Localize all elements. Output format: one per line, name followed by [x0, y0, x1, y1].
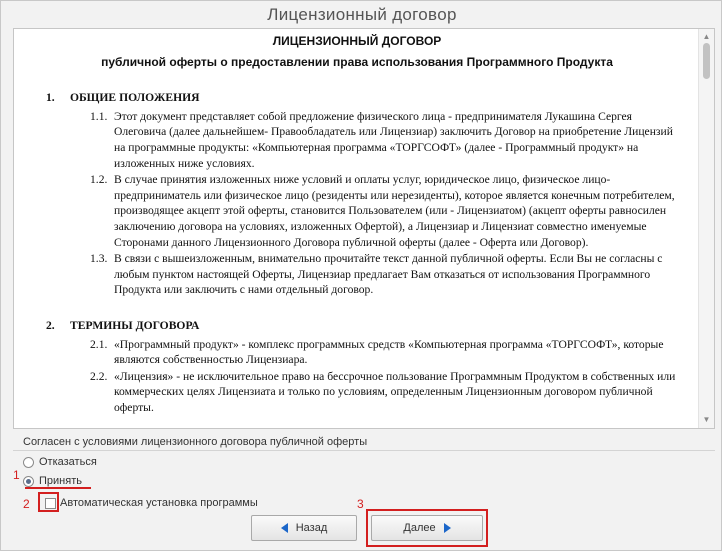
radio-button[interactable] [23, 457, 34, 468]
scroll-thumb[interactable] [703, 43, 710, 79]
back-button[interactable] [251, 515, 357, 541]
clause: 1.3. В связи с вышеизложенным, внимательно прочитайте текст данной публичной оферты. Если Вы не согласны с любым пунктом настоящей Оферты, Лицензиар предлагает Вам отказаться от использования Программного Продукта или заключить с нами отдельный договор. [90, 252, 663, 297]
document-title: ЛИЦЕНЗИОННЫЙ ДОГОВОР [272, 34, 442, 48]
annotation-box-checkbox [38, 492, 59, 512]
scroll-up-icon[interactable]: ▲ [702, 32, 711, 41]
back-button-label: Назад [295, 522, 328, 534]
license-text-area[interactable] [13, 28, 715, 429]
vertical-scrollbar[interactable] [698, 29, 714, 428]
radio-accept-label: Принять [39, 475, 82, 487]
section-terms [14, 318, 700, 416]
divider [13, 450, 715, 451]
clause: 2.2. «Лицензия» - не исключительное право на бессрочное пользование Программным Продуктом в собственных или коммерческих целях Лицензиата и только по условиям, определенным Лицензионным договором публичной оферты. [90, 369, 676, 414]
annotation-number-1: 1 [13, 468, 20, 482]
clause: 1.2. В случае принятия изложенных ниже условий и оплаты услуг, юридическое лицо, физическое лицо-предприниматель или физическое лицо (резиденты или нерезиденты), которое является конечным потребителем, производящее акцепт этой оферты, становится Пользователем (или - Лицензиатом) (акцепт оферты равносилен заключению договора на условиях, изложенных Офертой), а Лицензиар и Лицензиат совместно именуемые Сторонами данного Лицензионного Договора публичной оферты (далее - Оферта или Договор). [90, 173, 675, 249]
radio-decline[interactable] [23, 454, 97, 470]
section-general [14, 90, 700, 298]
section-heading: 2. ТЕРМИНЫ ДОГОВОРА [46, 318, 200, 332]
arrow-left-icon [281, 523, 288, 533]
annotation-box-next [366, 509, 488, 547]
annotation-underline [25, 487, 91, 489]
auto-install-label: Автоматическая установка программы [60, 497, 258, 509]
radio-decline-label: Отказаться [39, 456, 97, 468]
next-button-label: Далее [403, 522, 436, 534]
radio-button[interactable] [23, 476, 34, 487]
clause: 1.1. Этот документ представляет собой предложение физического лица - предпринимателя Лукашина Сергея Олеговича (далее дальнейшем- Правообладатель или Лицензиар) заключить Договор на приобретение Лицензий на программные продукты: «Компьютерная программа «ТОРГСОФТ» (далее - Программный продукт» на изложенных ниже условиях. [90, 109, 673, 170]
license-document [14, 29, 700, 428]
annotation-number-3: 3 [357, 497, 364, 511]
document-subtitle: публичной оферты о предоставлении права использования Программного Продукта [101, 54, 613, 69]
clause: 2.1. «Программный продукт» - комплекс программных средств «Компьютерная программа «ТОРГСОФТ», которые являются собственностью Лицензиара. [90, 337, 664, 367]
annotation-number-2: 2 [23, 497, 30, 511]
agreement-label: Согласен с условиями лицензионного договора публичной оферты [23, 436, 368, 448]
auto-install-checkbox[interactable] [45, 495, 258, 511]
dialog-title: Лицензионный договор [267, 5, 457, 24]
scroll-down-icon[interactable]: ▼ [702, 415, 711, 424]
section-heading: 1. ОБЩИЕ ПОЛОЖЕНИЯ [46, 91, 200, 105]
